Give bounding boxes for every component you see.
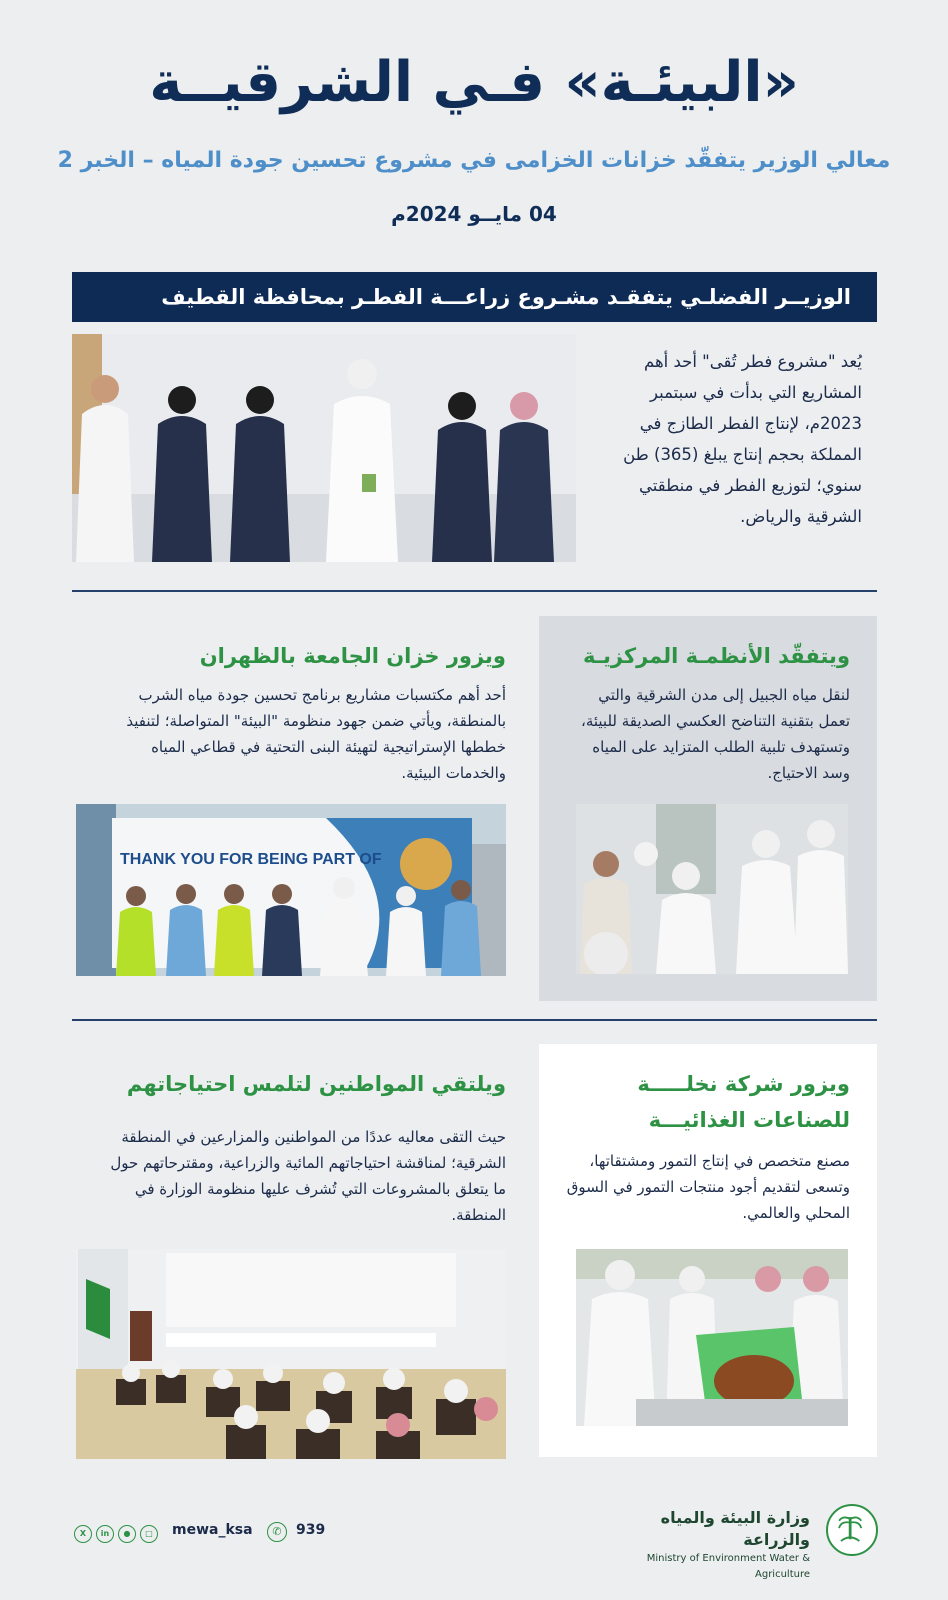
banner-photo-text: THANK YOU FOR BEING PART OF: [120, 851, 382, 868]
x-icon[interactable]: X: [74, 1525, 92, 1543]
divider-1: [72, 590, 877, 592]
central-systems-text: لنقل مياه الجبيل إلى مدن الشرقية والتي تعمل بتقنية التناضح العكسي الصديقة للبيئة، وتستهدف تلبية الطلب المتزايد على المياه وسد الاحتياج.: [580, 686, 850, 782]
snapchat-icon[interactable]: ●: [118, 1525, 136, 1543]
nakhla-title-line2: للصناعات الغذائيـــة: [648, 1108, 850, 1132]
ministry-emblem-icon: [826, 1504, 878, 1556]
ministry-logo-text: [600, 1507, 810, 1583]
ministry-name-en: Ministry of Environment Water & Agriculture: [646, 1553, 810, 1580]
instagram-icon[interactable]: □: [140, 1525, 158, 1543]
dhahran-tank-title: ويزور خزان الجامعة بالظهران: [199, 644, 506, 668]
mushroom-project-photo: [72, 334, 576, 562]
social-icons: [74, 1525, 158, 1543]
linkedin-icon[interactable]: in: [96, 1525, 114, 1543]
nakhla-dates-photo: [576, 1249, 848, 1426]
nakhla-text: مصنع متخصص في إنتاج التمور ومشتقاتها، وتسعى لتقديم أجود منتجات التمور في السوق المحلي والعالمي.: [566, 1152, 850, 1222]
phone-icon: ✆: [267, 1522, 287, 1542]
dhahran-tank-text: أحد أهم مكتسبات مشاريع برنامج تحسين جودة مياه الشرب بالمنطقة، ويأتي ضمن جهود منظومة "البيئة" المتواصلة؛ لتنفيذ خططها الإستراتيجية لتهيئة البنى التحتية في قطاعي المياه والخدمات البيئية.: [126, 686, 506, 782]
ministry-name-ar: وزارة البيئة والمياه والزراعة: [660, 1508, 810, 1549]
section1-banner: الوزيــر الفضلـي يتفقـد مشـروع زراعـــة الفطـر بمحافظة القطيف: [72, 272, 877, 322]
page-title: «البيئـة» فـي الشرقيــة: [149, 50, 799, 115]
dhahran-tank-photo: [76, 804, 506, 976]
citizens-meeting-text: حيث التقى معاليه عددًا من المواطنين والمزارعين في المنطقة الشرقية؛ لمناقشة احتياجاتهم المائية والزراعية، ومقترحاتهم حول ما يتعلق بالمشروعات التي تُشرف عليها منظومة الوزارة في المنطقة.: [110, 1128, 506, 1224]
page-subtitle: معالي الوزير يتفقّد خزانات الخزامى في مشروع تحسين جودة المياه – الخبر 2: [57, 148, 891, 173]
social-handle[interactable]: mewa_ksa: [172, 1522, 253, 1538]
publish-date: 04 مايــو 2024م: [391, 202, 557, 226]
section1-text: يُعد "مشروع فطر تُقى" أحد أهم المشاريع التي بدأت في سبتمبر 2023م، لإنتاج الفطر الطازج في المملكة بحجم إنتاج يبلغ (365) طن سنوي؛ لتوزيع الفطر في منطقتي الشرقية والرياض.: [623, 352, 862, 526]
divider-2: [72, 1019, 877, 1021]
citizens-meeting-title: ويلتقي المواطنين لتلمس احتياجاتهم: [126, 1072, 506, 1096]
citizens-meeting-photo: [76, 1249, 506, 1459]
nakhla-title-line1: ويزور شركة نخلـــــة: [637, 1072, 850, 1096]
phone-number[interactable]: 939: [296, 1522, 326, 1538]
central-systems-title: ويتفقّد الأنظمـة المركزيـة: [583, 644, 850, 668]
central-systems-photo: [576, 804, 848, 974]
